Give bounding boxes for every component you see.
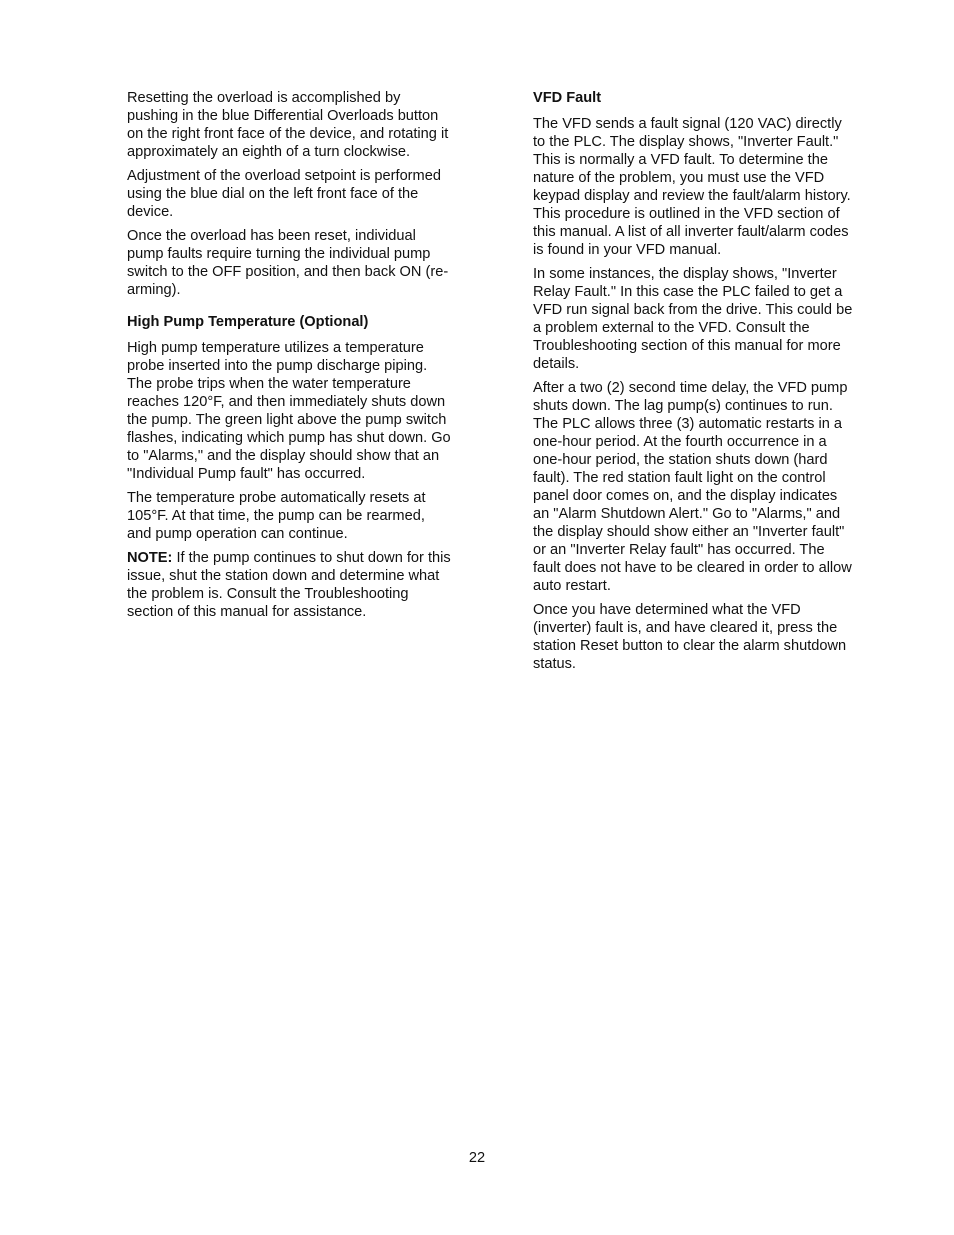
right-column [533,89,855,679]
pump-rearm-paragraph: Once the overload has been reset, individual pump faults require turning the individual pump switch to the OFF position, and then back ON (re-arming). [127,228,449,298]
vfd-fault-signal-paragraph: The VFD sends a fault signal (120 VAC) directly to the PLC. The display shows, "Inverter Fault." This is normally a VFD fault. To determine the nature of the problem, you must use the VFD keypad display and review the fault/alarm history. This procedure is outlined in the VFD section of this manual. A list of all inverter fault/alarm codes is found in your VFD manual. [533,116,851,258]
note-paragraph [127,549,453,621]
overload-reset-paragraph: Resetting the overload is accomplished by pushing in the blue Differential Overloads button on the right front face of the device, and rotating it approximately an eighth of a turn clockwise. [127,90,449,160]
overload-adjustment-paragraph: Adjustment of the overload setpoint is performed using the blue dial on the left front face of the device. [127,168,441,220]
left-column [127,89,453,627]
note-text: If the pump continues to shut down for this issue, shut the station down and determine what the problem is. Consult the Troubleshooting section of this manual for assistance. [127,550,451,620]
reset-status-paragraph: Once you have determined what the VFD (inverter) fault is, and have cleared it, press the station Reset button to clear the alarm shutdown status. [533,602,847,672]
inverter-relay-fault-paragraph: In some instances, the display shows, "Inverter Relay Fault." In this case the PLC failed to get a VFD run signal back from the drive. This could be a problem external to the VFD. Consult the Troubleshooting section of this manual for more details. [533,266,853,372]
high-pump-temperature-heading: High Pump Temperature (Optional) [127,314,369,330]
time-delay-paragraph: After a two (2) second time delay, the VFD pump shuts down. The lag pump(s) continues to run. The PLC allows three (3) automatic restarts in a one-hour period. At the fourth occurrence in a one-hour period, the station shuts down (hard fault). The red station fault light on the control panel door comes on, and the display indicates an "Alarm Shutdown Alert." Go to "Alarms," and the display should show either an "Inverter fault" or an "Inverter Relay fault" has occurred. The fault does not have to be cleared in order to allow auto restart. [533,380,852,594]
vfd-fault-heading: VFD Fault [533,90,602,106]
note-label: NOTE: [127,550,173,566]
page-number: 22 [468,1150,486,1166]
high-temperature-paragraph: High pump temperature utilizes a temperature probe inserted into the pump discharge piping. The probe trips when the water temperature reaches 120°F, and then immediately shuts down the pump. The green light above the pump switch flashes, indicating which pump has shut down. Go to "Alarms," and the display should show that an "Individual Pump fault" has occurred. [127,340,451,482]
temperature-reset-paragraph: The temperature probe automatically resets at 105°F. At that time, the pump can be rearmed, and pump operation can continue. [127,490,426,542]
